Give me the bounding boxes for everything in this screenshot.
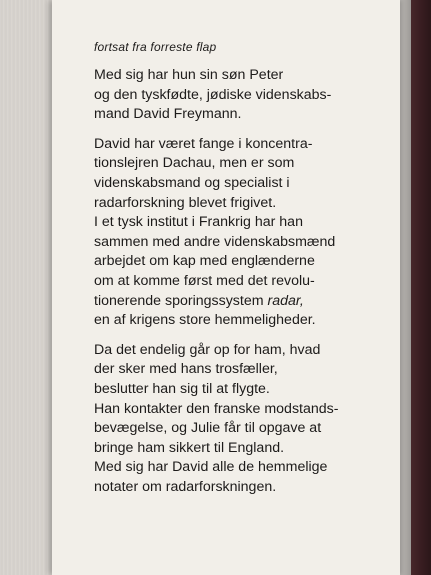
text-line: og den tyskfødte, jødiske videnskabs- xyxy=(94,86,332,103)
text-line: bevægelse, og Julie får til opgave at xyxy=(94,420,322,437)
text-line: David har været fange i koncentra- xyxy=(94,135,313,152)
italic-term: radar, xyxy=(267,292,304,309)
intro-note: fortsat fra forreste flap xyxy=(94,40,217,54)
text-line xyxy=(94,292,394,312)
text-line: Da det endelig går op for ham, hvad xyxy=(94,341,321,358)
text-line: sammen med andre videnskabsmænd xyxy=(94,233,336,250)
text-line: beslutter han sig til at flygte. xyxy=(94,380,270,397)
book-flap xyxy=(52,0,400,575)
text-line: Med sig har hun sin søn Peter xyxy=(94,67,284,83)
text-line: bringe ham sikkert til England. xyxy=(94,439,285,456)
text-line: radarforskning blevet frigivet. xyxy=(94,194,277,211)
paragraph-1 xyxy=(94,66,394,125)
text-line: notater om radarforskningen. xyxy=(94,478,277,495)
text-segment: tionerende sporingssystem xyxy=(94,292,268,309)
text-line: Han kontakter den franske modstands- xyxy=(94,400,339,417)
background-right xyxy=(409,0,431,575)
text-line: arbejdet om kap med englænderne xyxy=(94,253,315,270)
text-line: tionslejren Dachau, men er som xyxy=(94,155,295,172)
text-line: I et tysk institut i Frankrig har han xyxy=(94,214,303,231)
background-left xyxy=(0,0,58,575)
text-line: om at komme først med det revolu- xyxy=(94,272,315,289)
text-line: Med sig har David alle de hemmelige xyxy=(94,459,328,476)
text-line: en af krigens store hemmeligheder. xyxy=(94,312,316,329)
text-line: der sker med hans trosfæller, xyxy=(94,361,278,378)
paragraph-2 xyxy=(94,135,394,331)
text-line: mand David Freymann. xyxy=(94,106,242,123)
text-line: videnskabsmand og specialist i xyxy=(94,174,290,191)
paragraph-3 xyxy=(94,341,394,498)
flap-text xyxy=(94,40,394,507)
